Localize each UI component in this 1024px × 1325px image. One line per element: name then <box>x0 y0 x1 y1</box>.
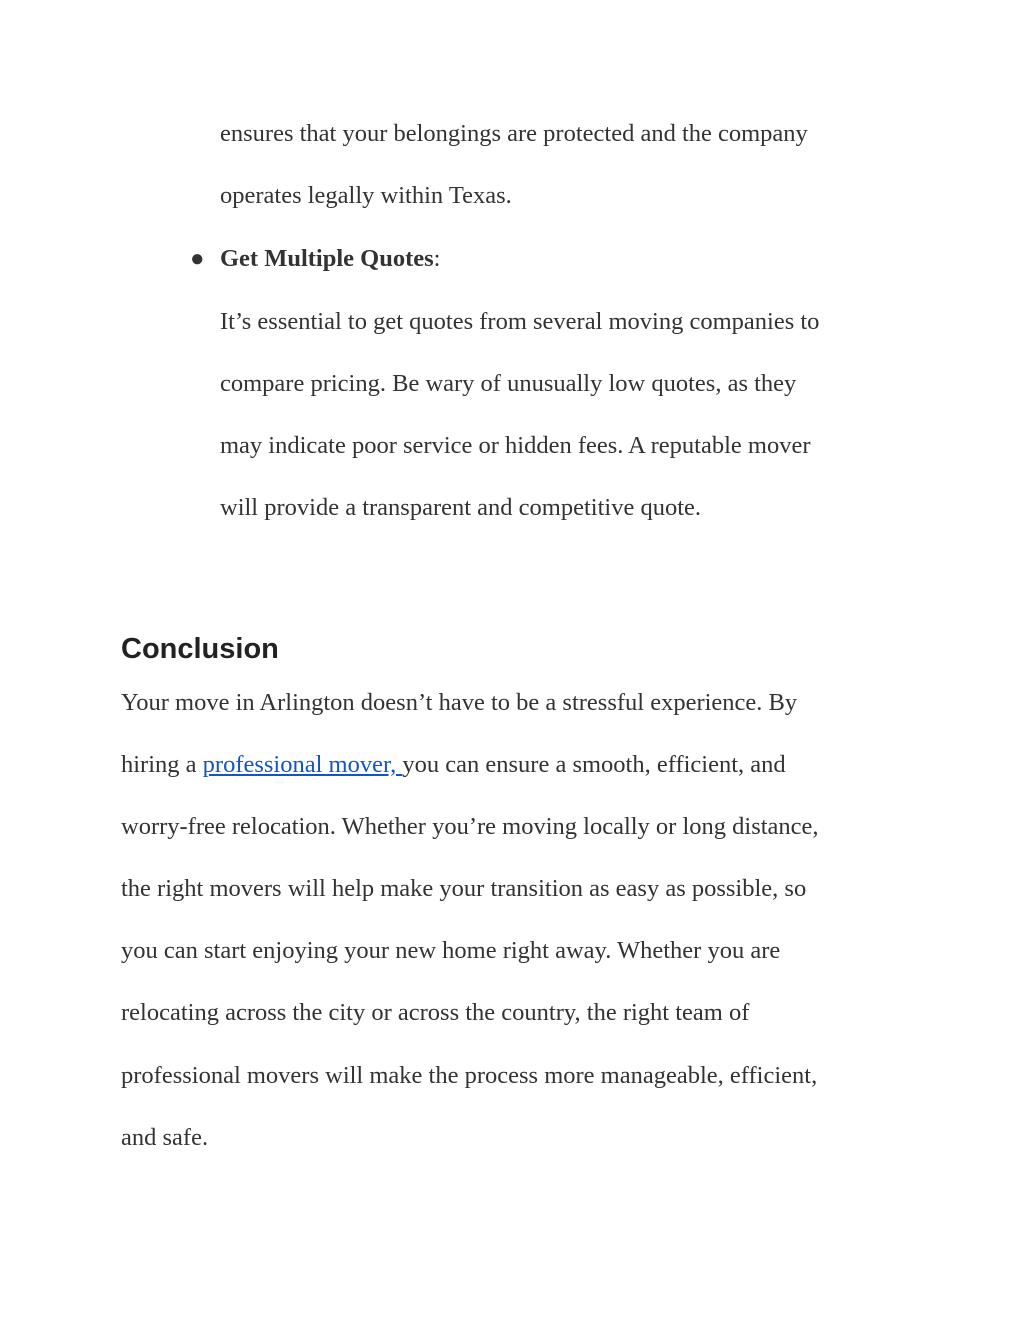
bullet-body-line: may indicate poor service or hidden fees. A reputable mover <box>220 432 811 459</box>
conclusion-line: professional movers will make the process more manageable, efficient, <box>121 1062 818 1089</box>
conclusion-heading: Conclusion <box>121 633 279 665</box>
link-prefix-text: hiring a <box>121 751 203 778</box>
conclusion-line: you can start enjoying your new home right away. Whether you are <box>121 937 781 964</box>
conclusion-line-with-link <box>121 750 786 780</box>
conclusion-line: worry-free relocation. Whether you’re moving locally or long distance, <box>121 813 819 840</box>
bullet-title: Get Multiple Quotes <box>220 245 434 272</box>
bullet-body-line: will provide a transparent and competitive quote. <box>220 494 702 521</box>
bullet-body-line: compare pricing. Be wary of unusually low quotes, as they <box>220 370 797 397</box>
conclusion-line: Your move in Arlington doesn’t have to be a stressful experience. By <box>121 689 798 716</box>
bullet-title-line <box>220 244 440 274</box>
conclusion-line: relocating across the city or across the country, the right team of <box>121 999 750 1026</box>
conclusion-line: the right movers will help make your transition as easy as possible, so <box>121 875 807 902</box>
conclusion-line: and safe. <box>121 1124 209 1151</box>
bullet-icon: ● <box>190 246 205 272</box>
bullet-title-colon: : <box>433 245 441 272</box>
link-suffix-text: you can ensure a smooth, efficient, and <box>402 751 786 778</box>
paragraph-line: ensures that your belongings are protected and the company <box>220 120 808 147</box>
professional-mover-link[interactable]: professional mover, <box>202 751 403 778</box>
bullet-body-line: It’s essential to get quotes from several moving companies to <box>220 308 820 335</box>
paragraph-line: operates legally within Texas. <box>220 182 512 209</box>
